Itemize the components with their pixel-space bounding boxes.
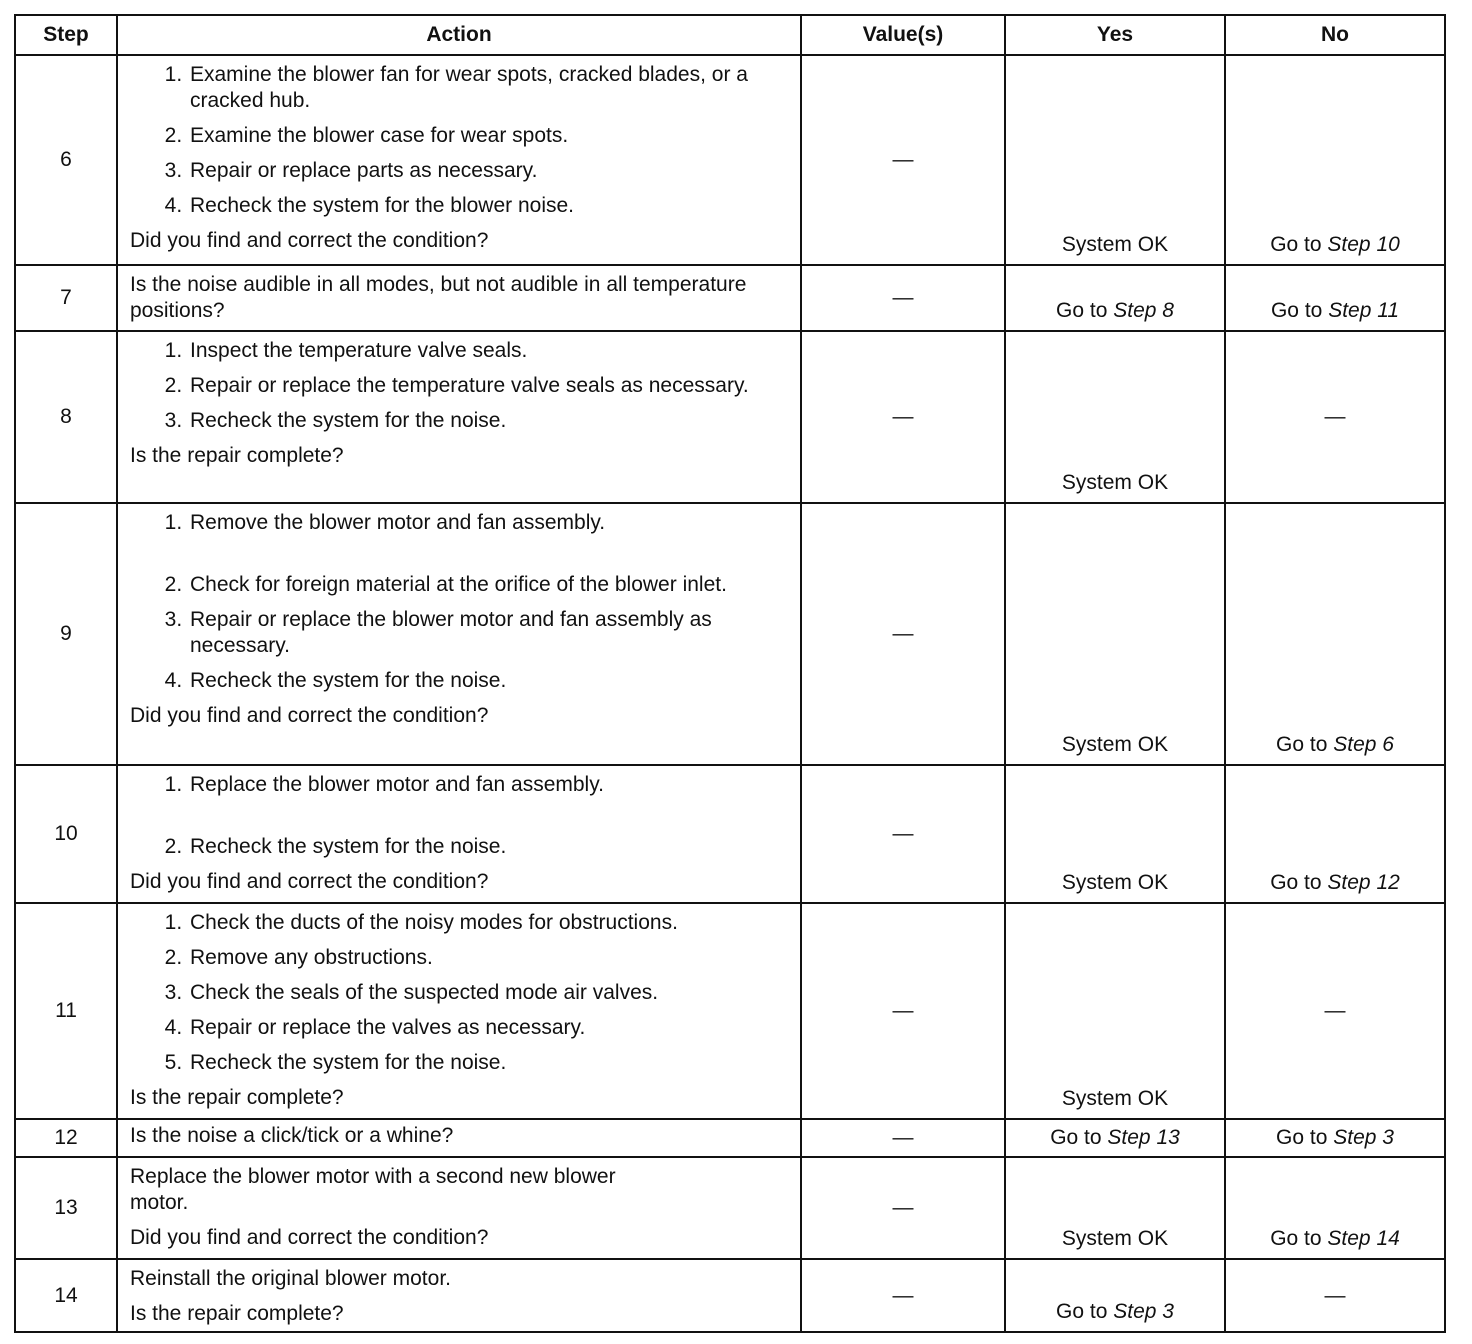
action-item: 1. Examine the blower fan for wear spots, cracked blades, or a cracked hub. (188, 62, 788, 114)
step-number: 14 (15, 1259, 117, 1332)
header-step: Step (15, 15, 117, 55)
action-item: 2. Repair or replace the temperature valve seals as necessary. (188, 373, 788, 399)
action-question: Is the repair complete? (130, 444, 344, 467)
action-cell (117, 1259, 801, 1332)
step-number: 12 (15, 1119, 117, 1157)
action-item: 3. Recheck the system for the noise. (188, 408, 788, 434)
goto-prefix: Go to (1056, 1300, 1108, 1323)
action-item: 2. Examine the blower case for wear spots. (188, 123, 788, 149)
action-question: Is the noise audible in all modes, but not audible in all temperature positions? (130, 273, 747, 322)
action-item: 1. Check the ducts of the noisy modes for obstructions. (188, 910, 788, 936)
action-question: Is the repair complete? (130, 1086, 344, 1109)
goto-step: Step 14 (1327, 1227, 1400, 1250)
step-number: 9 (15, 503, 117, 765)
action-cell (117, 503, 801, 765)
goto-step: Step 10 (1327, 233, 1400, 256)
goto-prefix: Go to (1270, 871, 1322, 894)
goto-prefix: Go to (1056, 299, 1108, 322)
goto-step: Step 13 (1107, 1126, 1180, 1149)
diagnostic-table (14, 14, 1446, 1333)
action-cell (117, 903, 801, 1119)
yes-cell (1005, 1119, 1225, 1157)
action-cell (117, 1119, 801, 1157)
yes-cell (1005, 1259, 1225, 1332)
yes-cell: System OK (1005, 765, 1225, 903)
table-row (15, 1157, 1445, 1259)
step-number: 8 (15, 331, 117, 503)
table-row (15, 1259, 1445, 1332)
header-row (15, 15, 1445, 55)
no-cell (1225, 55, 1445, 265)
table-row (15, 55, 1445, 265)
action-item: 2. Recheck the system for the noise. (188, 834, 788, 860)
value-cell: — (801, 1119, 1005, 1157)
table-row (15, 503, 1445, 765)
value-cell: — (801, 331, 1005, 503)
action-item: 1. Inspect the temperature valve seals. (188, 338, 788, 364)
action-cell (117, 765, 801, 903)
yes-cell: System OK (1005, 903, 1225, 1119)
no-cell: — (1225, 1259, 1445, 1332)
header-yes: Yes (1005, 15, 1225, 55)
action-item: 1. Replace the blower motor and fan assembly. (188, 772, 788, 798)
goto-step: Step 11 (1328, 299, 1400, 322)
action-item: 4. Recheck the system for the noise. (188, 668, 788, 694)
header-action: Action (117, 15, 801, 55)
step-number: 13 (15, 1157, 117, 1259)
step-number: 6 (15, 55, 117, 265)
no-cell (1225, 1119, 1445, 1157)
header-values: Value(s) (801, 15, 1005, 55)
no-cell (1225, 1157, 1445, 1259)
goto-prefix: Go to (1270, 299, 1323, 322)
action-item: 4. Recheck the system for the blower noise. (188, 193, 788, 219)
goto-step: Step 6 (1333, 733, 1394, 756)
value-cell: — (801, 903, 1005, 1119)
action-item: 3. Repair or replace parts as necessary. (188, 158, 788, 184)
goto-prefix: Go to (1276, 1126, 1328, 1149)
yes-cell: System OK (1005, 55, 1225, 265)
table-row (15, 265, 1445, 331)
action-item: 1. Remove the blower motor and fan assembly. (188, 510, 788, 536)
action-question: Did you find and correct the condition? (130, 870, 489, 893)
no-cell (1225, 265, 1445, 331)
value-cell: — (801, 55, 1005, 265)
value-cell: — (801, 1157, 1005, 1259)
action-item: 3. Repair or replace the blower motor and fan assembly as necessary. (188, 607, 788, 659)
no-cell (1225, 503, 1445, 765)
action-question: Did you find and correct the condition? (130, 229, 489, 252)
action-cell (117, 1157, 801, 1259)
action-cell (117, 331, 801, 503)
action-question: Did you find and correct the condition? (130, 1226, 489, 1249)
action-item: 2. Check for foreign material at the orifice of the blower inlet. (188, 572, 788, 598)
action-question: Is the noise a click/tick or a whine? (130, 1124, 454, 1147)
step-number: 11 (15, 903, 117, 1119)
value-cell: — (801, 503, 1005, 765)
goto-step: Step 12 (1327, 871, 1400, 894)
yes-cell: System OK (1005, 503, 1225, 765)
no-cell (1225, 765, 1445, 903)
step-number: 7 (15, 265, 117, 331)
action-item: 5. Recheck the system for the noise. (188, 1050, 788, 1076)
yes-cell: System OK (1005, 1157, 1225, 1259)
action-question: Is the repair complete? (130, 1302, 344, 1325)
value-cell: — (801, 1259, 1005, 1332)
goto-prefix: Go to (1270, 233, 1322, 256)
table-row (15, 903, 1445, 1119)
yes-cell (1005, 265, 1225, 331)
no-cell: — (1225, 331, 1445, 503)
goto-prefix: Go to (1276, 733, 1328, 756)
no-cell: — (1225, 903, 1445, 1119)
goto-step: Step 3 (1333, 1126, 1394, 1149)
table-row (15, 1119, 1445, 1157)
table-row (15, 765, 1445, 903)
action-cell (117, 265, 801, 331)
goto-prefix: Go to (1270, 1227, 1322, 1250)
action-cell (117, 55, 801, 265)
table-row (15, 331, 1445, 503)
action-text: Reinstall the original blower motor. (130, 1267, 451, 1290)
goto-prefix: Go to (1050, 1126, 1102, 1149)
action-item: 2. Remove any obstructions. (188, 945, 788, 971)
yes-cell: System OK (1005, 331, 1225, 503)
goto-step: Step 8 (1113, 299, 1174, 322)
action-text: Replace the blower motor with a second new blower motor. (130, 1165, 616, 1214)
header-no: No (1225, 15, 1445, 55)
value-cell: — (801, 765, 1005, 903)
goto-step: Step 3 (1113, 1300, 1174, 1323)
value-cell: — (801, 265, 1005, 331)
action-item: 3. Check the seals of the suspected mode air valves. (188, 980, 788, 1006)
action-item: 4. Repair or replace the valves as necessary. (188, 1015, 788, 1041)
action-question: Did you find and correct the condition? (130, 704, 489, 727)
step-number: 10 (15, 765, 117, 903)
